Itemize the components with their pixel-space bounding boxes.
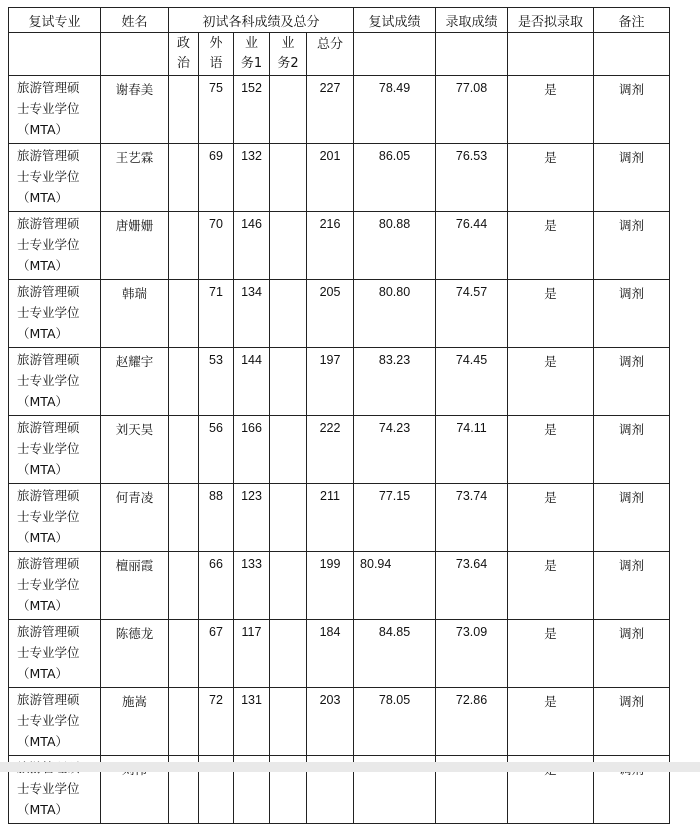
header-row-2 (9, 33, 670, 76)
retest-cell: 78.49 (354, 76, 436, 144)
plan-cell: 是 (508, 552, 594, 620)
politics-cell (169, 416, 199, 484)
table-row (9, 76, 670, 144)
admit-cell: 74.11 (436, 416, 508, 484)
name-cell: 谢春美 (101, 76, 169, 144)
pro2-cell (270, 144, 307, 212)
note-cell: 调剂 (594, 416, 670, 484)
name-cell: 檀丽霞 (101, 552, 169, 620)
retest-cell: 80.88 (354, 212, 436, 280)
admission-score-table (8, 7, 670, 824)
table-row (9, 280, 670, 348)
name-cell: 刘天昊 (101, 416, 169, 484)
major-cell: 旅游管理硕 士专业学位 （MTA） (9, 620, 101, 688)
total-cell: 205 (307, 280, 354, 348)
plan-cell: 是 (508, 688, 594, 756)
pro2-cell (270, 212, 307, 280)
header-blank (594, 33, 670, 76)
foreign-cell: 75 (199, 76, 234, 144)
table-row (9, 484, 670, 552)
plan-cell: 是 (508, 76, 594, 144)
foreign-cell: 67 (199, 620, 234, 688)
total-cell: 199 (307, 552, 354, 620)
politics-cell (169, 620, 199, 688)
pro2-cell (270, 416, 307, 484)
pro2-cell (270, 484, 307, 552)
header-total: 总分 (307, 33, 354, 76)
major-cell: 旅游管理硕 士专业学位 （MTA） (9, 348, 101, 416)
retest-cell: 83.23 (354, 348, 436, 416)
bottom-scrollbar (0, 762, 700, 772)
note-cell: 调剂 (594, 688, 670, 756)
admit-cell: 76.44 (436, 212, 508, 280)
header-initial-group: 初试各科成绩及总分 (169, 8, 354, 33)
total-cell: 216 (307, 212, 354, 280)
politics-cell (169, 484, 199, 552)
retest-cell: 86.05 (354, 144, 436, 212)
header-note: 备注 (594, 8, 670, 33)
plan-cell: 是 (508, 348, 594, 416)
table-row (9, 212, 670, 280)
total-cell: 211 (307, 484, 354, 552)
total-cell: 197 (307, 348, 354, 416)
header-admit: 录取成绩 (436, 8, 508, 33)
table-row (9, 348, 670, 416)
admit-cell: 74.45 (436, 348, 508, 416)
header-major: 复试专业 (9, 8, 101, 33)
header-politics: 政 治 (169, 33, 199, 76)
foreign-cell: 66 (199, 552, 234, 620)
plan-cell: 是 (508, 212, 594, 280)
major-cell: 旅游管理硕 士专业学位 （MTA） (9, 280, 101, 348)
foreign-cell: 70 (199, 212, 234, 280)
header-foreign: 外 语 (199, 33, 234, 76)
table-body (9, 76, 670, 824)
politics-cell (169, 76, 199, 144)
retest-cell: 77.15 (354, 484, 436, 552)
retest-cell: 84.85 (354, 620, 436, 688)
retest-cell: 80.80 (354, 280, 436, 348)
note-cell: 调剂 (594, 212, 670, 280)
pro1-cell: 132 (234, 144, 270, 212)
pro2-cell (270, 76, 307, 144)
plan-cell: 是 (508, 484, 594, 552)
foreign-cell: 71 (199, 280, 234, 348)
total-cell: 227 (307, 76, 354, 144)
total-cell: 203 (307, 688, 354, 756)
name-cell: 陈德龙 (101, 620, 169, 688)
politics-cell (169, 212, 199, 280)
major-cell: 旅游管理硕 士专业学位 （MTA） (9, 144, 101, 212)
table-row (9, 552, 670, 620)
politics-cell (169, 552, 199, 620)
plan-cell: 是 (508, 620, 594, 688)
name-cell: 韩瑞 (101, 280, 169, 348)
pro1-cell: 117 (234, 620, 270, 688)
major-cell: 旅游管理硕 士专业学位 （MTA） (9, 416, 101, 484)
header-row-1 (9, 8, 670, 33)
total-cell: 201 (307, 144, 354, 212)
pro2-cell (270, 620, 307, 688)
table-row (9, 688, 670, 756)
name-cell: 唐姗姗 (101, 212, 169, 280)
pro2-cell (270, 348, 307, 416)
pro1-cell: 123 (234, 484, 270, 552)
pro1-cell: 131 (234, 688, 270, 756)
header-blank (354, 33, 436, 76)
header-pro1: 业 务1 (234, 33, 270, 76)
plan-cell: 是 (508, 280, 594, 348)
header-blank (9, 33, 101, 76)
note-cell: 调剂 (594, 620, 670, 688)
name-cell: 何青凌 (101, 484, 169, 552)
pro1-cell: 144 (234, 348, 270, 416)
politics-cell (169, 688, 199, 756)
major-cell: 旅游管理硕 士专业学位 （MTA） (9, 484, 101, 552)
major-cell: 旅游管理硕 士专业学位 （MTA） (9, 688, 101, 756)
pro1-cell: 134 (234, 280, 270, 348)
pro2-cell (270, 280, 307, 348)
admit-cell: 73.74 (436, 484, 508, 552)
header-blank (101, 33, 169, 76)
note-cell: 调剂 (594, 484, 670, 552)
header-retest: 复试成绩 (354, 8, 436, 33)
admit-cell: 76.53 (436, 144, 508, 212)
admit-cell: 77.08 (436, 76, 508, 144)
note-cell: 调剂 (594, 76, 670, 144)
foreign-cell: 56 (199, 416, 234, 484)
header-name: 姓名 (101, 8, 169, 33)
pro2-cell (270, 688, 307, 756)
note-cell: 调剂 (594, 280, 670, 348)
major-cell: 士专业学位 （MTA） (9, 756, 101, 824)
table-row (9, 620, 670, 688)
note-cell: 调剂 (594, 348, 670, 416)
foreign-cell: 88 (199, 484, 234, 552)
major-cell: 旅游管理硕 士专业学位 （MTA） (9, 76, 101, 144)
foreign-cell: 53 (199, 348, 234, 416)
pro2-cell (270, 552, 307, 620)
total-cell: 184 (307, 620, 354, 688)
header-plan: 是否拟录取 (508, 8, 594, 33)
major-cell: 旅游管理硕 士专业学位 （MTA） (9, 212, 101, 280)
header-pro2: 业 务2 (270, 33, 307, 76)
name-cell: 赵耀宇 (101, 348, 169, 416)
politics-cell (169, 144, 199, 212)
foreign-cell: 69 (199, 144, 234, 212)
major-cell: 旅游管理硕 士专业学位 （MTA） (9, 552, 101, 620)
plan-cell: 是 (508, 416, 594, 484)
politics-cell (169, 280, 199, 348)
admit-cell: 73.09 (436, 620, 508, 688)
table-row (9, 144, 670, 212)
header-blank (436, 33, 508, 76)
plan-cell: 是 (508, 144, 594, 212)
pro1-cell: 146 (234, 212, 270, 280)
retest-cell: 74.23 (354, 416, 436, 484)
note-cell: 调剂 (594, 552, 670, 620)
header-blank (508, 33, 594, 76)
politics-cell (169, 348, 199, 416)
pro1-cell: 152 (234, 76, 270, 144)
name-cell: 王艺霖 (101, 144, 169, 212)
note-cell: 调剂 (594, 144, 670, 212)
pro1-cell: 133 (234, 552, 270, 620)
table-row (9, 416, 670, 484)
admit-cell: 74.57 (436, 280, 508, 348)
retest-cell: 80.94 (354, 552, 436, 620)
foreign-cell: 72 (199, 688, 234, 756)
admit-cell: 73.64 (436, 552, 508, 620)
admit-cell: 72.86 (436, 688, 508, 756)
total-cell: 222 (307, 416, 354, 484)
name-cell: 施嵩 (101, 688, 169, 756)
retest-cell: 78.05 (354, 688, 436, 756)
pro1-cell: 166 (234, 416, 270, 484)
